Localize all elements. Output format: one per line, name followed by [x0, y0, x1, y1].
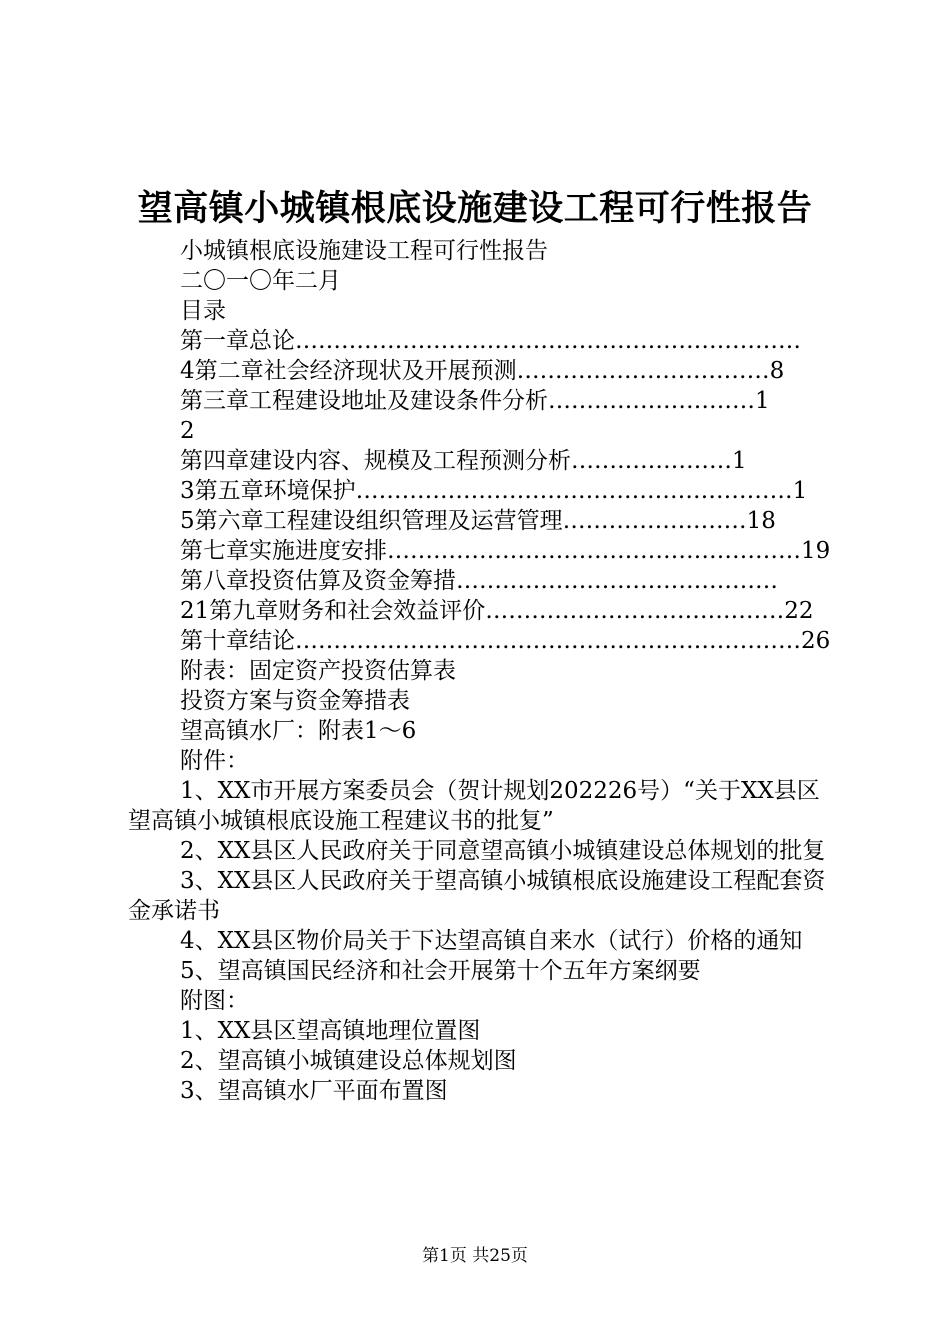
toc-line: 21第九章财务和社会效益评价…………………………………22 [180, 598, 814, 624]
toc-line: 第四章建设内容、规模及工程预测分析…………………1 [180, 448, 747, 474]
attachment-item: 5、望高镇国民经济和社会开展第十个五年方案纲要 [180, 958, 701, 984]
attachment-item: 1、XX市开展方案委员会（贺计规划202226号）“关于XX县区望高镇小城镇根底设施工程建议书的批复” [128, 778, 820, 834]
toc-line: 5第六章工程建设组织管理及运营管理……………………18 [180, 508, 776, 534]
figure-item: 1、XX县区望高镇地理位置图 [180, 1018, 481, 1044]
subtitle-line: 小城镇根底设施建设工程可行性报告 [180, 238, 548, 264]
toc-line: 第十章结论…………………………………………………………26 [180, 628, 831, 654]
appendix-table-line: 附表：固定资产投资估算表 [180, 658, 456, 684]
toc-line: 4第二章社会经济现状及开展预测……………………………8 [180, 358, 785, 384]
toc-line: 第七章实施进度安排………………………………………………19 [180, 538, 831, 564]
figure-item: 3、望高镇水厂平面布置图 [180, 1078, 448, 1104]
appendix-table-line: 投资方案与资金筹措表 [180, 688, 410, 714]
document-body [128, 236, 840, 1106]
attachment-item: 2、XX县区人民政府关于同意望高镇小城镇建设总体规划的批复 [180, 838, 826, 864]
appendix-table-line: 望高镇水厂：附表1～6 [180, 718, 417, 744]
attachment-item: 4、XX县区物价局关于下达望高镇自来水（试行）价格的通知 [180, 928, 803, 954]
document-title: 望高镇小城镇根底设施建设工程可行性报告 [137, 188, 813, 229]
attachments-heading: 附件： [180, 748, 249, 774]
toc-line: 第三章工程建设地址及建设条件分析………………………1 [180, 388, 770, 414]
toc-line: 第一章总论………………………………………………………… [180, 328, 801, 354]
toc-line: 3第五章环境保护…………………………………………………1 [180, 478, 808, 504]
toc-line: 2 [180, 418, 195, 444]
figure-item: 2、望高镇小城镇建设总体规划图 [180, 1048, 517, 1074]
toc-line: 第八章投资估算及资金筹措…………………………………… [180, 568, 778, 594]
figures-heading: 附图： [180, 988, 249, 1014]
attachment-item: 3、XX县区人民政府关于望高镇小城镇根底设施建设工程配套资金承诺书 [128, 868, 826, 924]
page-footer: 第1页 共25页 [422, 1246, 528, 1266]
date-line: 二〇一〇年二月 [180, 268, 341, 294]
toc-heading: 目录 [180, 298, 226, 324]
